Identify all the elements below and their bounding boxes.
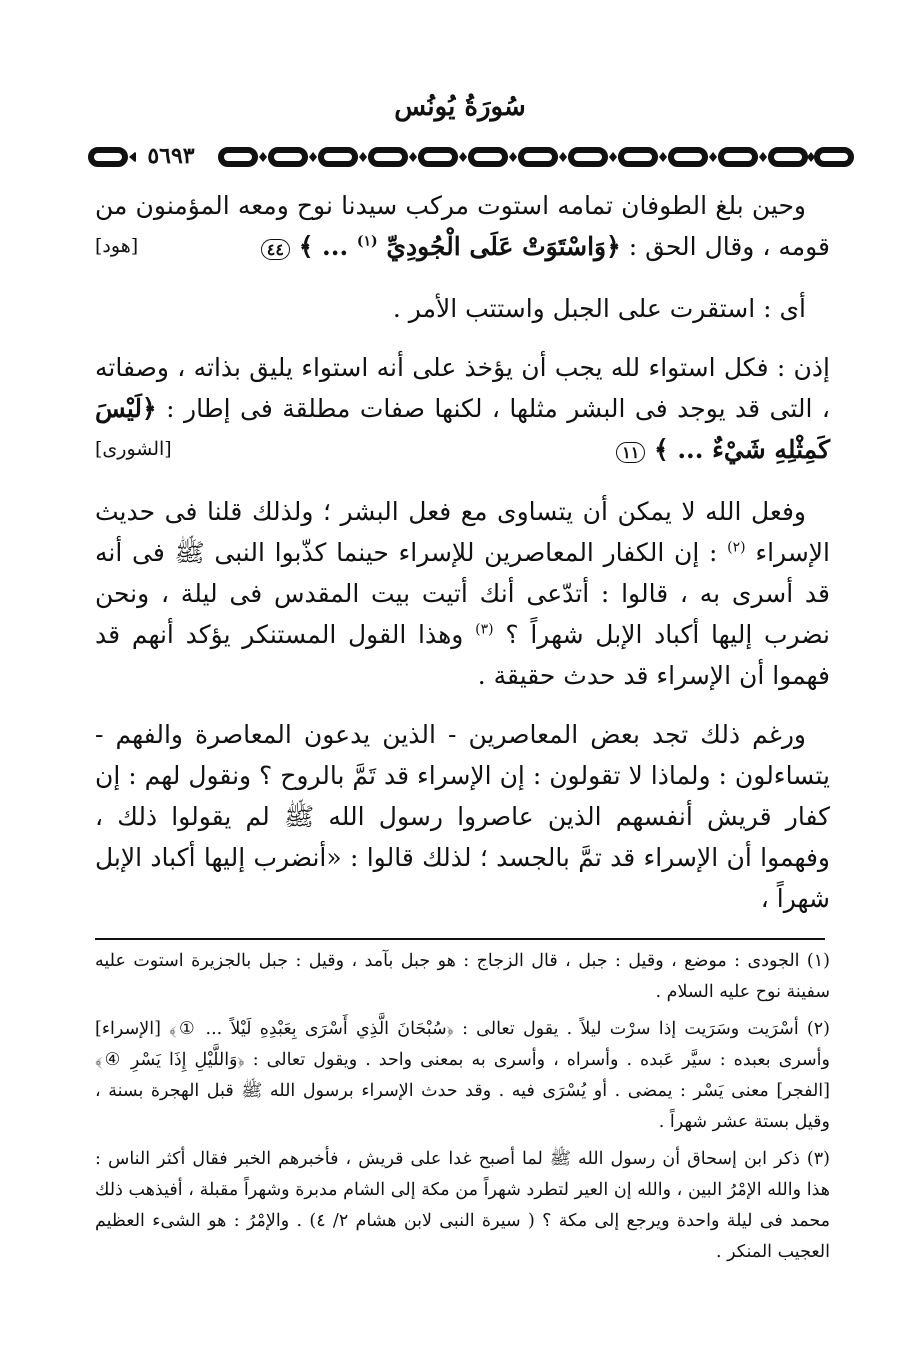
paragraph-4-text-c: وهذا القول المستنكر يؤكد أنهم قد فهموا أن الإسراء قد حدث حقيقة . bbox=[95, 620, 830, 690]
paragraph-1 bbox=[95, 185, 830, 270]
footnote-2-line-4: وقيل بستة عشر شهراً . bbox=[658, 1112, 830, 1132]
sura-reference-shura: [الشورى] bbox=[95, 438, 172, 460]
footnote-3 bbox=[95, 1144, 830, 1268]
paragraph-5-text: ورغم ذلك تجد بعض المعاصرين - الذين يدعون المعاصرة والفهم - يتساءلون : ولماذا لا تقولون : إن الإسراء قد تَمَّ بالروح ؟ ونقول لهم : إن كفار قريش أنفسهم الذين عاصروا رسول الله ﷺ لم يقولوا ذلك ، وفهموا أن الإسراء قد تمَّ بالجسد ؛ لذلك قالوا : «أنضرب إليها أكباد الإبل شهراً ، bbox=[95, 720, 830, 913]
footnote-1-line-1: (١) الجودى : موضع ، وقيل : جبل ، قال الزجاج : هو جبل بآمد ، وقيل : جبل بالجزيرة استوت عليه bbox=[95, 951, 830, 971]
page-number: ٥٦٩٣ bbox=[136, 140, 206, 172]
footnote-ref-3: (٣) bbox=[475, 621, 494, 638]
footnote-2 bbox=[95, 1014, 830, 1138]
quran-verse-hud bbox=[261, 232, 621, 261]
footnote-2-line-2: وأسرى بعبده : سيَّر عَبده . وأسراه ، وأسرى به بمعنى واحد . ويقول تعالى : ﴿وَاللَّيْلِ إِذَا يَسْرِ ④﴾ bbox=[95, 1050, 830, 1070]
paragraph-3-text: إذن : فكل استواء لله يجب أن يؤخذ على أنه استواء يليق بذاته ، وصفاته ، التى قد يوجد فى البشر مثلها ، لكنها صفات مطلقة فى إطار : bbox=[95, 353, 830, 423]
verse-text-end: ... ﴾ bbox=[298, 232, 349, 261]
footnotes bbox=[95, 946, 830, 1274]
paragraph-2-text: أى : استقرت على الجبل واستتب الأمر . bbox=[392, 294, 806, 323]
footnote-ref-2: (٢) bbox=[727, 539, 746, 556]
verse-number: ١١ bbox=[616, 442, 645, 463]
footnote-1-line-2: سفينة نوح عليه السلام . bbox=[655, 982, 830, 1002]
footnote-3-line-3: محمد فى ليلة واحدة ويرجع إلى مكة ؟ ( سيرة النبى لابن هشام ٢/ ٤) . والإمْرُ : هو الشىء العظيم bbox=[95, 1211, 830, 1231]
footnote-3-line-4: العجيب المنكر . bbox=[716, 1242, 830, 1262]
paragraph-3 bbox=[95, 347, 830, 473]
paragraph-5 bbox=[95, 714, 830, 919]
running-header-title: سُورَةُ يُونُس bbox=[394, 92, 526, 122]
footnote-ref-1: (١) bbox=[356, 233, 378, 250]
verse-number: ٤٤ bbox=[261, 239, 290, 260]
paragraph-2 bbox=[95, 288, 830, 329]
paragraph-4-text-b: : إن الكفار المعاصرين للإسراء حينما كذّبوا النبى ﷺ فى أنه قد أسرى به ، قالوا : أتدّعى أنك أتيت بيت المقدس فى ليلة ، ونحن نضرب إليها أكباد الإبل شهراً ؟ bbox=[95, 538, 830, 649]
footnote-3-line-2: والله الإمْرُ البين ، والله إن العير لتطرد شهراً من مكة إلى الشام مدبرة وشهراً مقبلة ، أفيذهب ذلك bbox=[95, 1180, 802, 1200]
paragraph-4 bbox=[95, 491, 830, 696]
footnote-3-line-1: (٣) ذكر ابن إسحاق أن رسول الله ﷺ لما أصبح غدا على قريش ، فأخبرهم الخبر فقال أكثر الناس : هذا bbox=[95, 1149, 830, 1200]
paragraph-1-text: وحين بلغ الطوفان تمامه استوت مركب سيدنا نوح ومعه المؤمنون من قومه ، وقال الحق : bbox=[95, 191, 830, 261]
verse-text: ﴿وَاسْتَوَتْ عَلَى الْجُودِيِّ bbox=[386, 232, 621, 261]
paragraph-4-text-a: وفعل الله لا يمكن أن يتساوى مع فعل البشر ؛ ولذلك قلنا فى حديث الإسراء bbox=[95, 497, 831, 567]
verse-text: ﴿لَيْسَ كَمِثْلِهِ شَيْءٌ ... ﴾ bbox=[95, 394, 830, 464]
footnote-2-line-3: [الفجر] معنى يَسْر : يمضى . أو يُسْرَى فيه . وقد حدث الإسراء برسول الله ﷺ قبل الهجرة بسنة ، bbox=[95, 1081, 830, 1101]
footnote-separator bbox=[95, 938, 825, 940]
footnote-1 bbox=[95, 946, 830, 1008]
main-text bbox=[95, 185, 830, 919]
footnote-2-line-1: (٢) أسْرَيت وسَرَيت إذا سرْت ليلاً . يقول تعالى : ﴿سُبْحَانَ الَّذِي أَسْرَى بِعَبْدِهِ لَيْلاً ... ①﴾ [الإسراء] bbox=[95, 1019, 830, 1039]
sura-reference-hud: [هود] bbox=[95, 235, 139, 257]
